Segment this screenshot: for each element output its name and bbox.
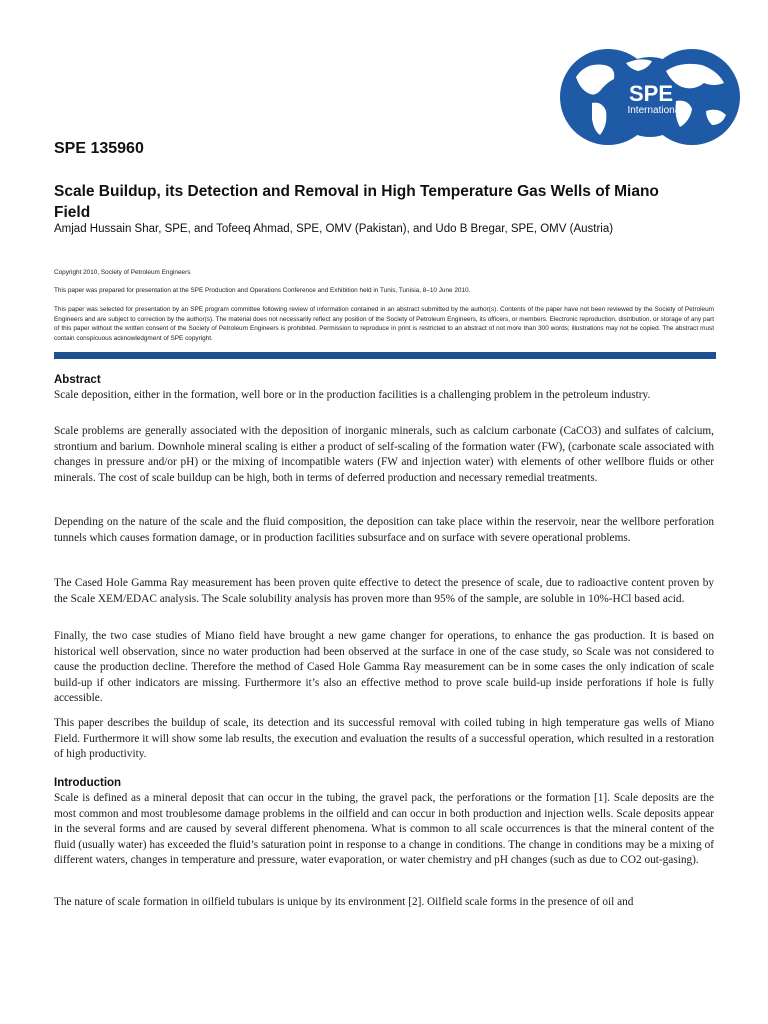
selection-notice: This paper was selected for presentation by an SPE program committee following review of information contained in an abstract submitted by the author(s). Contents of the paper have not been reviewed by the Society of Petroleum Engineers and are subject to correction by the author(s). The material does not necessarily reflect any position of the Society of Petroleum Engineers, its officers, or members. Electronic reproduction, distribution, or storage of any part of this paper without the written consent of the Society of Petroleum Engineers is prohibited. Permission to reproduce in print is restricted to an abstract of not more than 300 words; illustrations may not be copied. The abstract must contain conspicuous acknowledgment of SPE copyright. (54, 306, 714, 342)
abstract-paragraph-1: Scale deposition, either in the formation, well bore or in the production facilities is a challenging problem in the petroleum industry. (54, 389, 651, 401)
paper-id: SPE 135960 (54, 140, 144, 157)
presentation-notice: This paper was prepared for presentation at the SPE Production and Operations Conference and Exhibition held in Tunis, Tunisia, 8–10 June 2010. (54, 287, 471, 294)
abstract-paragraph-2: Scale problems are generally associated with the deposition of inorganic minerals, such as calcium carbonate (CaCO3) and sulfates of calcium, strontium and barium. Downhole mineral scaling is either a product of self-scaling of the formation water (FW), (carbonate scale associated with changes in pressure and/or pH) or the mixing of incompatible waters (FW and injection water) with elements of other wellbore fluids or other minerals. The cost of scale buildup can be high, both in terms of deferred production and necessary remedial treatments. (54, 425, 714, 484)
abstract-heading: Abstract (54, 374, 101, 386)
logo-text-spe: SPE (628, 81, 674, 106)
authors-line: Amjad Hussain Shar, SPE, and Tofeeq Ahmad, SPE, OMV (Pakistan), and Udo B Bregar, SPE, OMV (Austria) (54, 223, 614, 235)
introduction-paragraph-1: Scale is defined as a mineral deposit that can occur in the tubing, the gravel pack, the perforations or the formation [1]. Scale deposits are the most common and most troublesome damage problems in the oilfield and can occur in both production and injection wells. Scale deposits appear in the several forms and are caused by several different phenomena. What is common to all scale occurrences is that the mineral content of the fluid (usually water) has exceeded the fluid’s saturation point in response to a change in conditions. The change in conditions may be a mixing of different waters, changes in temperature and pressure, water evaporation, or water chemistry and pH changes (such as due to CO2 out-gasing). (54, 792, 714, 866)
abstract-paragraph-3: Depending on the nature of the scale and the fluid composition, the deposition can take place within the reservoir, near the wellbore perforation tunnels which causes formation damage, or in production facilities subsurface and on surface with severe operational problems. (54, 516, 714, 544)
logo-text-international: International (627, 105, 683, 116)
paper-title: Scale Buildup, its Detection and Removal in High Temperature Gas Wells of Miano Field (54, 183, 659, 221)
introduction-heading: Introduction (54, 777, 122, 789)
abstract-paragraph-5: Finally, the two case studies of Miano field have brought a new game changer for operations, to enhance the gas production. It is based on historical well observation, since no water production had been observed at the surface in one of the case study, so Scale was not considered to cause the production decline. Therefore the method of Cased Hole Gamma Ray measurement can be in some cases the only indication of scale build-up if other indicators are missing. Furthermore it’s also an effective method to prove scale build-up inside perforations if hole is fully accessible. (54, 630, 714, 704)
introduction-paragraph-2: The nature of scale formation in oilfield tubulars is unique by its environment [2]. Oilfield scale forms in the presence of oil and (54, 896, 634, 908)
copyright-notice: Copyright 2010, Society of Petroleum Engineers (54, 269, 191, 276)
spe-international-logo (556, 47, 744, 147)
header-divider (54, 352, 716, 359)
abstract-paragraph-6: This paper describes the buildup of scale, its detection and its successful removal with coiled tubing in high temperature gas wells of Miano Field. Furthermore it will show some lab results, the execution and evaluation the results of a successful operation, which resulted in a restoration of high productivity. (54, 717, 714, 760)
abstract-paragraph-4: The Cased Hole Gamma Ray measurement has been proven quite effective to detect the presence of scale, due to radioactive content proven by the Scale XEM/EDAC analysis. The Scale solubility analysis has proven more than 95% of the sample, are soluble in 10%-HCl based acid. (54, 577, 714, 605)
